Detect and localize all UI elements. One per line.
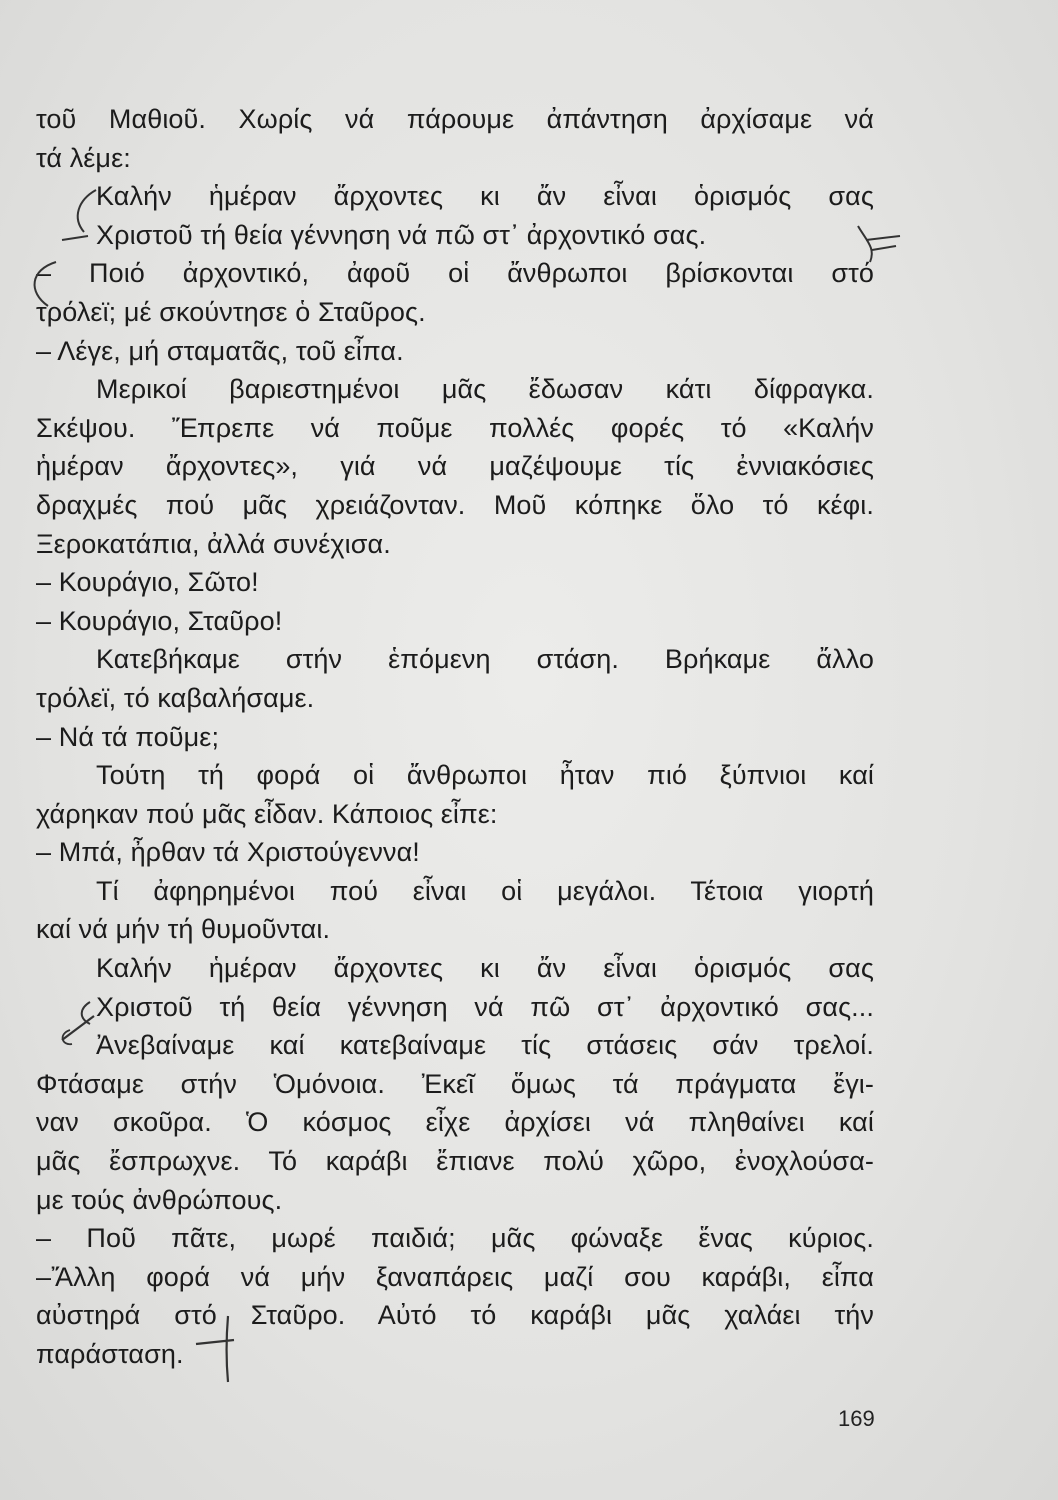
text-line: μᾶς ἔσπρωχνε. Τό καράβι ἔπιανε πολύ χῶρο, ἐνοχλούσα- bbox=[36, 1146, 874, 1177]
text-line: τρόλεϊ; μέ σκούντησε ὁ Σταῦρος. bbox=[36, 296, 426, 327]
body-text bbox=[36, 100, 874, 1374]
text-line: Χριστοῦ τή θεία γέννηση νά πῶ στ᾽ ἀρχοντικό σας... bbox=[96, 991, 874, 1022]
text-line: τρόλεϊ, τό καβαλήσαμε. bbox=[36, 682, 315, 713]
text-line: Φτάσαμε στήν Ὁμόνοια. Ἐκεῖ ὅμως τά πράγματα ἔγι- bbox=[36, 1068, 874, 1099]
text-line: Κατεβήκαμε στήν ἑπόμενη στάση. Βρήκαμε ἄλλο bbox=[96, 644, 874, 675]
text-line: αὐστηρά στό Σταῦρο. Αὐτό τό καράβι μᾶς χαλάει τήν bbox=[36, 1300, 874, 1331]
text-line: Μερικοί βαριεστημένοι μᾶς ἔδωσαν κάτι δίφραγκα. bbox=[96, 374, 874, 405]
text-line: Ξεροκατάπια, ἀλλά συνέχισα. bbox=[36, 528, 391, 559]
text-line: – Κουράγιο, Σταῦρο! bbox=[36, 605, 283, 636]
text-line: χάρηκαν πού μᾶς εἶδαν. Κάποιος εἶπε: bbox=[36, 798, 498, 829]
text-line: Σκέψου. Ἔπρεπε νά ποῦμε πολλές φορές τό «Καλήν bbox=[36, 412, 874, 443]
text-line: ἡμέραν ἄρχοντες», γιά νά μαζέψουμε τίς ἐννιακόσιες bbox=[36, 451, 874, 482]
text-line: – Ποῦ πᾶτε, μωρέ παιδιά; μᾶς φώναξε ἕνας κύριος. bbox=[36, 1223, 874, 1254]
text-line: Τούτη τή φορά οἱ ἄνθρωποι ἦταν πιό ξύπνιοι καί bbox=[96, 760, 874, 791]
text-line: με τούς ἀνθρώπους. bbox=[36, 1184, 283, 1215]
page-number: 169 bbox=[838, 1406, 875, 1431]
text-line: – Μπά, ἦρθαν τά Χριστούγεννα! bbox=[36, 837, 420, 868]
text-line: Τί ἀφηρημένοι πού εἶναι οἱ μεγάλοι. Τέτοια γιορτή bbox=[96, 875, 874, 906]
text-line: – Νά τά ποῦμε; bbox=[36, 721, 220, 752]
text-line: Ἀνεβαίναμε καί κατεβαίναμε τίς στάσεις σάν τρελοί. bbox=[96, 1030, 874, 1061]
text-line: –Ἄλλη φορά νά μήν ξαναπάρεις μαζί σου καράβι, εἶπα bbox=[36, 1261, 874, 1292]
text-line: δραχμές πού μᾶς χρειάζονταν. Μοῦ κόπηκε ὅλο τό κέφι. bbox=[36, 489, 874, 520]
text-line: τοῦ Μαθιοῦ. Χωρίς νά πάρουμε ἀπάντηση ἀρχίσαμε νά bbox=[36, 104, 874, 134]
text-line: παράσταση. bbox=[36, 1339, 184, 1369]
text-line: Καλήν ἡμέραν ἄρχοντες κι ἄν εἶναι ὁρισμός σας bbox=[96, 953, 874, 984]
text-line: – Λέγε, μή σταματᾶς, τοῦ εἶπα. bbox=[36, 335, 404, 366]
text-line: – Κουράγιο, Σῶτο! bbox=[36, 567, 259, 598]
text-line: Καλήν ἡμέραν ἄρχοντες κι ἄν εἶναι ὁρισμός σας bbox=[96, 181, 874, 212]
text-line: καί νά μήν τή θυμοῦνται. bbox=[36, 914, 331, 945]
text-line: ναν σκοῦρα. Ὁ κόσμος εἶχε ἀρχίσει νά πληθαίνει καί bbox=[36, 1107, 874, 1138]
text-line: – Ποιό ἀρχοντικό, ἀφοῦ οἱ ἄνθρωποι βρίσκονται στό bbox=[36, 258, 874, 289]
text-line: τά λέμε: bbox=[36, 142, 131, 173]
text-line: Χριστοῦ τή θεία γέννηση νά πῶ στ᾽ ἀρχοντικό σας. bbox=[96, 219, 707, 250]
